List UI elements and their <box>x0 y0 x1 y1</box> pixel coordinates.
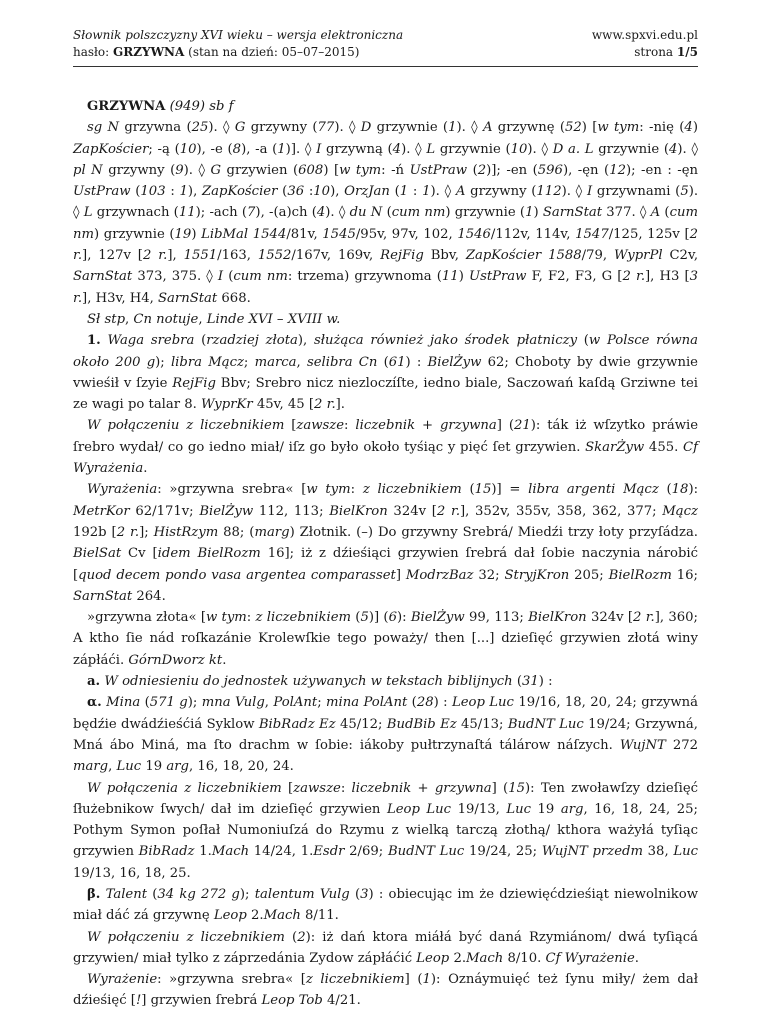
header-divider <box>73 66 698 67</box>
entry-label: hasło: GRZYWNA (stan na dzień: 05–07–2015) <box>73 45 360 59</box>
sense-alpha-numeral: W połączenia z liczebnikiem [zawsze: liczebnik + grzywna] (15): Ten zwoławſzy dzieſięć ſłużebnikow ſwych/ dał im dzieſięć grzywien Leop Luc 19/13, Luc 19 arg, 16, 18, 24, 25; Pothym Symon poſłał Numoniuſzá do Rzymu z wielką tarczą złothą/ kthora ważyłá tyſiąc grzywien BibRadz 1.Mach 14/24, 1.Esdr 2/69; BudNT Luc 19/24, 25; WujNT przedm 38, Luc 19/13, 16, 18, 25. <box>73 780 699 881</box>
sense-beta-numeral: W połączeniu z liczebnikiem (2): iż dań ktora miáłá być daná Rzymiánom/ dwá tyſiącá grzywien/ miał tylko z záprzedánia Zydow zápłáćić Leop 2.Mach 8/10. Cf Wyrażenie. <box>73 929 699 966</box>
sense-beta: β. Talent (34 kg 272 g); talentum Vulg (3) : obiecując im że dziewięćdzieśiąt niewolnikow miał dáć zá grzywnę Leop 2.Mach 8/11. <box>73 886 699 924</box>
sense-alpha: α. Mina (571 g); mna Vulg, PolAnt; mina PolAnt (28) : Leop Luc 19/16, 18, 20, 24; grzywná będźie dwádźieśćiá Syklow BibRadz Ez 45/12; BudBib Ez 45/13; BudNT Luc 19/24; Grzywná, Mná ábo Miná, ma ſto drachm w ſobie: iákoby pułtrzynaſtá tálárow náſzych. WujNT 272 marg, Luc 19 arg, 16, 18, 20, 24. <box>73 695 698 775</box>
sense-a: a. W odniesieniu do jednostek używanych w tekstach biblijnych (31) : <box>87 674 553 690</box>
page-number: strona 1/5 <box>634 45 698 59</box>
entry-body <box>73 96 698 1012</box>
sources-note: Sł stp, Cn notuje, Linde XVI – XVIII w. <box>87 311 341 327</box>
expressions-silver: Wyrażenia: »grzywna srebra« [w tym: z liczebnikiem (15)] = libra argenti Mącz (18): MetrKor 62/171v; BielŻyw 112, 113; BielKron 324v [2 r.], 352v, 355v, 358, 362, 377; Mącz 192b [2 r.]; HistRzym 88; (marg) Złotnik. (–) Do grzywny Srebrá/ Miedźi trzy łoty przyſádza. BielSat Cv [idem BielRozm 16]; iż z dźieśiąci grzywien ſrebrá dał ſobie naczynia nárobić [quod decem pondo vasa argentea comparasset] ModrzBaz 32; StryjKron 205; BielRozm 16; SarnStat 264. <box>73 482 699 604</box>
page-header-left <box>73 27 403 61</box>
page-header-right <box>592 27 698 61</box>
sense-1: 1. Waga srebra (rzadziej złota), służąca również jako środek płatniczy (w Polsce równa około 200 g); libra Mącz; marca, selibra Cn (61) : BielŻyw 62; Choboty by dwie grzywnie vwieśił v ſzyie RejFig Bbv; Srebro nicz niezloczíſte, iedno biale, Saczowań kaſdą Grziwne tei ze wagi po talar 8. WyprKr 45v, 45 [2 r.]. <box>73 333 699 413</box>
entry-heading <box>73 96 698 117</box>
site-url[interactable]: www.spxvi.edu.pl <box>591 28 698 42</box>
expressions-gold: »grzywna złota« [w tym: z liczebnikiem (5)] (6): BielŻyw 99, 113; BielKron 324v [2 r.], 360; A ktho ſie nád roſkazánie Krolewſkie tego poważy/ then [...] dzieſięć grzywien złotá winy zápłáći. GórnDworz kt. <box>73 610 698 668</box>
inflection-paragraph: sg N grzywna (25). ◊ G grzywny (77). ◊ D grzywnie (1). ◊ A grzywnę (52) [w tym: -nię (4) ZapKościer; -ą (10), -e (8), -a (1)]. ◊ I grzywną (4). ◊ L grzywnie (10). ◊ D a. L grzywnie (4). ◊ pl N grzywny (9). ◊ G grzywien (608) [w tym: -ń UstPraw (2)]; -en (596), -ęn (12); -en : -ęn UstPraw (103 : 1), ZapKościer (36 :10), OrzJan (1 : 1). ◊ A grzywny (112). ◊ I grzywnami (5). ◊ L grzywnach (11); -ach (7), -(a)ch (4). ◊ du N (cum nm) grzywnie (1) SarnStat 377. ◊ A (cum nm) grzywnie (19) LibMal 1544/81v, 1545/95v, 97v, 102, 1546/112v, 114v, 1547/125, 125v [2 r.], 127v [2 r.], 1551/163, 1552/167v, 169v, RejFig Bbv, ZapKościer 1588/79, WyprPl C2v, SarnStat 373, 375. ◊ I (cum nm: trzema) grzywnoma (11) UstPraw F, F2, F3, G [2 r.], H3 [3 r.], H3v, H4, SarnStat 668. <box>73 120 699 306</box>
sense-1-numeral-combination: W połączeniu z liczebnikiem [zawsze: liczebnik + grzywna] (21): ták iż wſzytko práwie ſrebro wydał/ co go iedno miał/ iſz go było około tyśiąc y pięć ſet grzywien. SkarŻyw 455. Cf Wyrażenia. <box>73 418 699 477</box>
headword: GRZYWNA <box>87 99 166 114</box>
dictionary-title: Słownik polszczyzny XVI wieku – wersja elektroniczna <box>73 28 404 42</box>
sense-beta-expression: Wyrażenie: »grzywna srebra« [z liczebnikiem] (1): Oznáymuięć też ſynu miły/ żem dał dźieśięć [!] grzywien ſrebrá Leop Tob 4/21. <box>73 972 698 1009</box>
part-of-speech: sb f <box>209 99 234 114</box>
occurrence-count: (949) <box>169 99 206 114</box>
